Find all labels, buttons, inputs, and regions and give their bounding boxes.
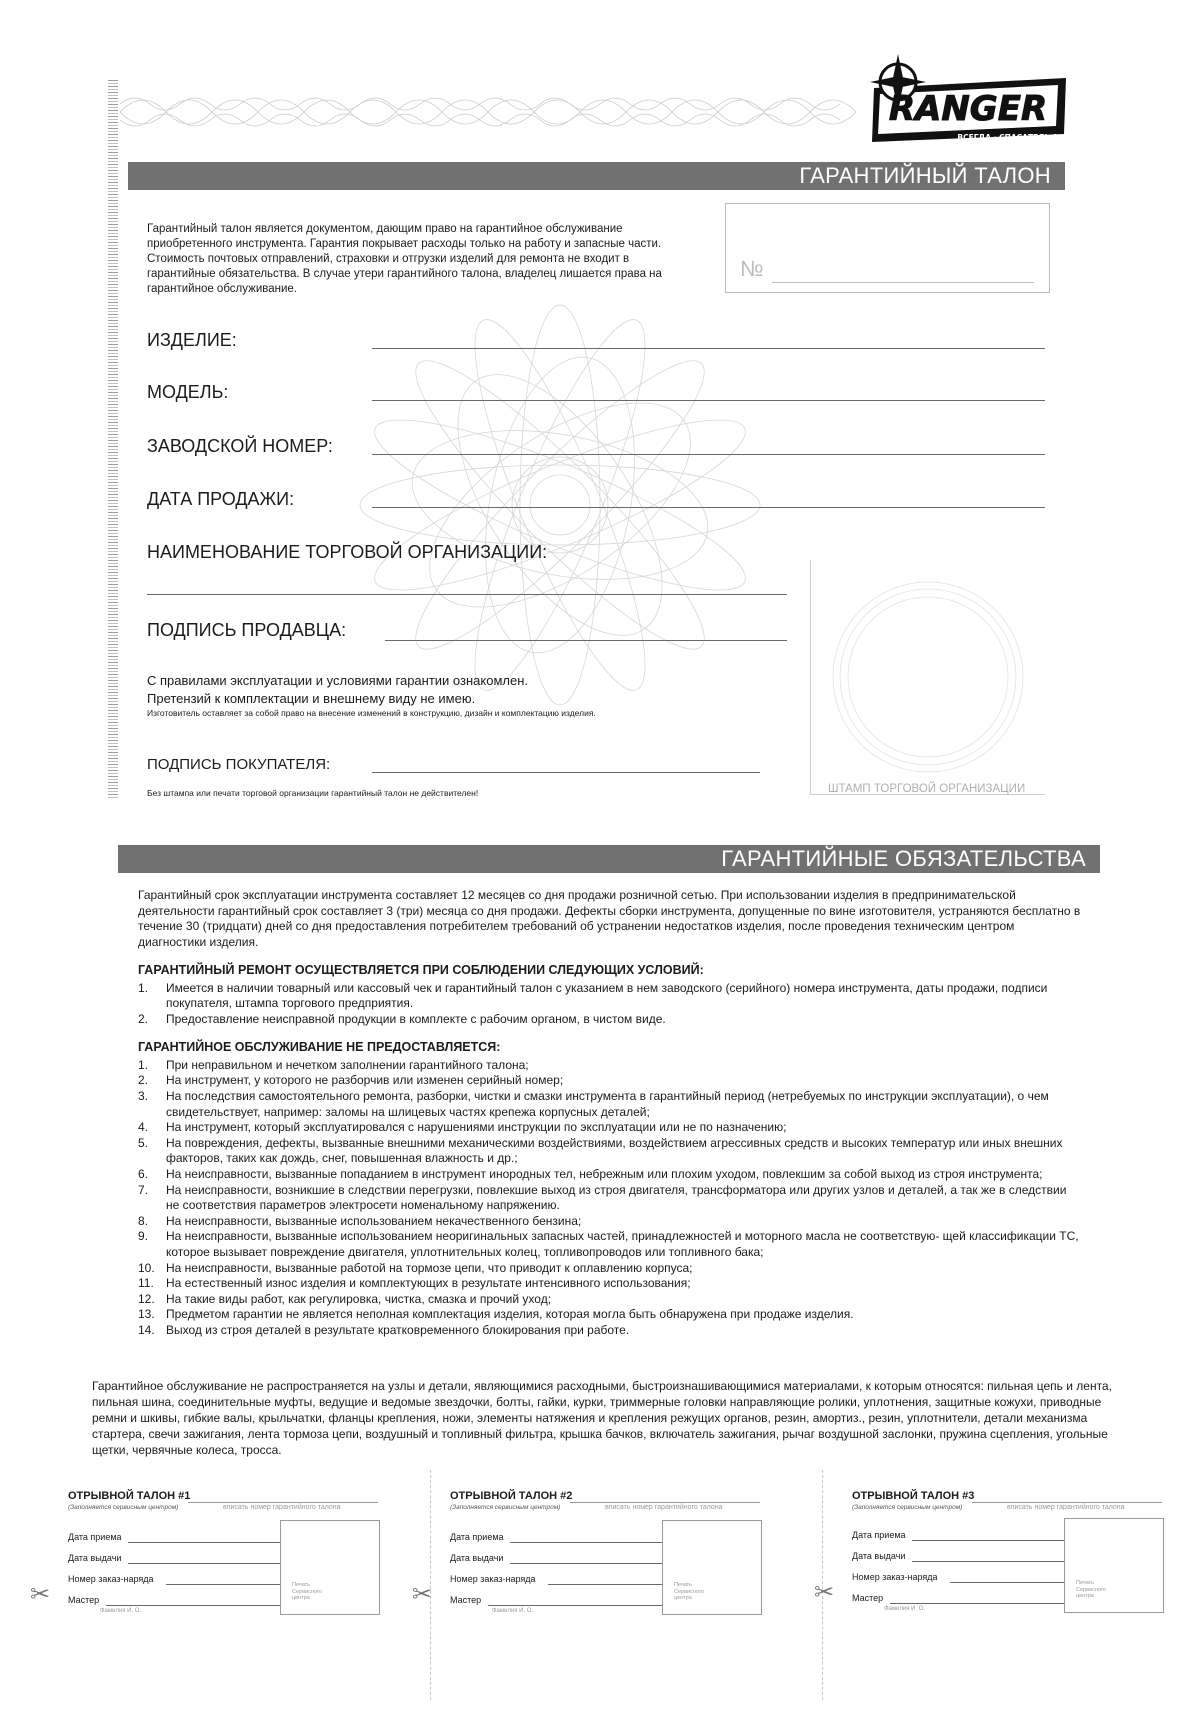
stub-subtitle: (Заполняется сервисным центром)	[68, 1504, 179, 1511]
stub-number-line[interactable]	[972, 1502, 1162, 1503]
tear-off-stub-1	[30, 1490, 388, 1720]
stub-master-label: Мастер	[68, 1595, 100, 1605]
stub-order-label: Номер заказ-наряда	[68, 1574, 154, 1584]
exclusion-item: 13. Предметом гарантии не является неполная комплектация изделия, которая могла быть обнаружена при продаже изделия.	[138, 1307, 854, 1322]
stub-order-line[interactable]	[166, 1584, 280, 1585]
stub-master-line[interactable]	[106, 1605, 280, 1606]
stub-order-line[interactable]	[548, 1584, 662, 1585]
stub-date-out-line[interactable]	[510, 1563, 662, 1564]
stub-number-line[interactable]	[188, 1502, 378, 1503]
stub-title: ОТРЫВНОЙ ТАЛОН #1	[68, 1490, 191, 1502]
consumables-paragraph: Гарантийное обслуживание не распространяется на узлы и детали, являющимися расходными, быстроизнашивающимися материалами, к которым относятся: пильная цепь и лента, пильная шина, соединительные муфты, ведущие и ведомые звездочки, болты, гайки, курки, триммерные головки направляющие ролики, уплотнения, защитные кожухи, приводные ремни и шкивы, гибкие валы, крыльчатки, фланцы крепления, ножи, элементы натяжения и крепления режущих органов, резин, амортиз., резин, уплотнители, детали механизма стартера, свечи зажигания, лента тормоза цепи, воздушный и топливный фильтра, крышка бачков, включатель зажигания, рычаг воздушной заслонки, пружина сцепления, угольные щетки, червячные колеса, тросса.	[92, 1379, 1112, 1457]
exclusion-item: 11. На естественный износ изделия и комплектующих в результате интенсивного использования;	[138, 1276, 691, 1291]
stub-order-label: Номер заказ-наряда	[450, 1574, 536, 1584]
stamp-label: ШТАМП ТОРГОВОЙ ОРГАНИЗАЦИИ	[828, 783, 1026, 795]
stamp-box	[810, 560, 1045, 795]
model-label: МОДЕЛЬ:	[147, 382, 229, 402]
scissors-icon: ✂	[814, 1579, 835, 1606]
stub-date-in-label: Дата приема	[450, 1532, 504, 1542]
obligations-title-bar: ГАРАНТИЙНЫЕ ОБЯЗАТЕЛЬСТВА	[118, 845, 1100, 873]
exclusions-heading: ГАРАНТИЙНОЕ ОБСЛУЖИВАНИЕ НЕ ПРЕДОСТАВЛЯЕТСЯ:	[138, 1040, 501, 1055]
stub-hint: вписать номер гарантийного талона	[223, 1504, 341, 1511]
warranty-card-title-bar: ГАРАНТИЙНЫЙ ТАЛОН	[128, 162, 1065, 190]
condition-item: 2. Предоставление неисправной продукции в комплекте с рабочим органом, в чистом виде.	[138, 1011, 666, 1026]
card-number-line[interactable]	[772, 282, 1034, 283]
exclusion-item: 4. На инструмент, который эксплуатировался с нарушениями инструкции по эксплуатации или не по назначению;	[138, 1120, 787, 1135]
stub-order-line[interactable]	[950, 1582, 1064, 1583]
exclusion-item: 8. На неисправности, вызванные использованием некачественного бензина;	[138, 1213, 582, 1228]
stub-subtitle: (Заполняется сервисным центром)	[450, 1504, 561, 1511]
stub-subtitle: (Заполняется сервисным центром)	[852, 1504, 963, 1511]
manufacturer-disclaimer: Изготовитель оставляет за собой право на внесение изменений в конструкцию, дизайн и комплектацию изделия.	[147, 708, 596, 718]
exclusion-item: 7. На неисправности, возникшие в следствии перегрузки, повлекшие выход из строя двигателя, трансформатора или других узлов и деталей, а так же в следствии не соответствия параметров электросети номенальному напряжению.	[138, 1182, 1067, 1213]
stub-master-label: Мастер	[450, 1595, 482, 1605]
exclusion-item: 10. На неисправности, вызванные работой на тормозе цепи, что приводит к оплавлению корпуса;	[138, 1260, 693, 1275]
exclusions-list	[138, 1058, 1083, 1339]
stub-number-line[interactable]	[570, 1502, 760, 1503]
ranger-logo	[868, 48, 1068, 144]
stub-stamp-label: Печать Сервисного центра	[292, 1582, 322, 1601]
stub-date-in-line[interactable]	[510, 1542, 662, 1543]
stub-date-out-line[interactable]	[128, 1563, 280, 1564]
brand-slogan: ВСЕГДА · СПАСАТЕЛЬ 1	[957, 133, 1058, 142]
exclusion-item: 5. На повреждения, дефекты, вызванные внешними механическими воздействиями, воздействием агрессивных средств и высоких температур или иных внешних факторов, таких как дождь, снег, повышенная влажность и др.;	[138, 1135, 1063, 1166]
stub-date-out-label: Дата выдачи	[450, 1553, 504, 1563]
card-number-label: №	[740, 256, 764, 281]
buyer-signature-line[interactable]	[372, 772, 760, 773]
sale-date-line[interactable]	[372, 507, 1045, 508]
exclusion-item: 12. На такие виды работ, как регулировка, чистка, смазка и прочий уход;	[138, 1291, 552, 1306]
brand-name: RANGER	[888, 89, 1048, 129]
obligations-section	[138, 888, 1083, 1338]
stub-stamp-label: Печать Сервисного центра	[674, 1582, 704, 1601]
stub-sign-hint: Фамилия И. О.	[492, 1608, 534, 1614]
exclusion-item: 1. При неправильном и нечетком заполнении гарантийного талона;	[138, 1057, 529, 1072]
exclusion-item: 9. На неисправности, вызванные использованием неоригинальных запасных частей, принадлежностей и моторного масла не соответствую- щей классификации ТС, которое вызывает повреждение двигателя, уплотнительных колец, топливопроводов или топливного бака;	[138, 1229, 1079, 1259]
buyer-signature-label: ПОДПИСЬ ПОКУПАТЕЛЯ:	[147, 756, 331, 773]
stub-hint: вписать номер гарантийного талона	[1007, 1504, 1125, 1511]
stub-date-in-label: Дата приема	[68, 1532, 122, 1542]
stub-date-in-line[interactable]	[128, 1542, 280, 1543]
scissors-icon: ✂	[412, 1581, 433, 1608]
sale-date-label: ДАТА ПРОДАЖИ:	[147, 489, 295, 509]
org-name-label: НАИМЕНОВАНИЕ ТОРГОВОЙ ОРГАНИЗАЦИИ:	[147, 542, 548, 562]
product-label: ИЗДЕЛИЕ:	[147, 330, 237, 350]
exclusion-item: 2. На инструмент, у которого не разборчив или изменен серийный номер;	[138, 1073, 564, 1088]
stub-master-line[interactable]	[488, 1605, 662, 1606]
stub-master-line[interactable]	[890, 1603, 1064, 1604]
conditions-list	[138, 981, 1083, 1028]
tear-off-stub-2	[412, 1490, 770, 1720]
guilloche-band	[120, 86, 865, 138]
agreement-line-2: Претензий к комплектации и внешнему виду не имею.	[147, 691, 476, 706]
stub-date-out-label: Дата выдачи	[68, 1553, 122, 1563]
stub-stamp-label: Печать Сервисного центра	[1076, 1580, 1106, 1599]
conditions-heading: ГАРАНТИЙНЫЙ РЕМОНТ ОСУЩЕСТВЛЯЕТСЯ ПРИ СОБЛЮДЕНИИ СЛЕДУЮЩИХ УСЛОВИЙ:	[138, 963, 704, 977]
stub-hint: вписать номер гарантийного талона	[605, 1504, 723, 1511]
model-line[interactable]	[372, 400, 1045, 401]
obligations-intro: Гарантийный срок эксплуатации инструмента составляет 12 месяцев со дня продажи розничной сетью. При использовании изделия в предпринимательской деятельности гарантийный срок составляет 3 (три) месяца со дня продажи. Дефекты сборки инструмента, допущенные по вине изготовителя, устраняются бесплатно в течение 30 (тридцати) дней со дня предоставления потребителем требований об устранении недостатков изделия, после проведения техническим центром диагностики изделия.	[138, 888, 1081, 949]
exclusion-item: 3. На последствия самостоятельного ремонта, разборки, чистки и смазки инструмента в гарантийный период (нетребуемых по инструкции эксплуатации), о чем свидетельствует, например: заломы на шлицевых частях крепежа корпусных деталей;	[138, 1088, 1049, 1119]
stub-date-in-line[interactable]	[912, 1540, 1064, 1541]
security-side-strip	[108, 80, 118, 800]
scissors-icon: ✂	[30, 1581, 51, 1608]
exclusion-item: 6. На неисправности, вызванные попаданием в инструмент инородных тел, небрежным или плохим уходом, повлекшим за собой выход из строя инструмента;	[138, 1166, 1043, 1181]
stub-date-out-line[interactable]	[912, 1561, 1064, 1562]
stub-order-label: Номер заказ-наряда	[852, 1572, 938, 1582]
org-name-line[interactable]	[147, 594, 787, 595]
stub-title: ОТРЫВНОЙ ТАЛОН #2	[450, 1490, 573, 1502]
no-stamp-note: Без штампа или печати торговой организации гарантийный талон не действителен!	[147, 788, 479, 798]
stub-title: ОТРЫВНОЙ ТАЛОН #3	[852, 1490, 975, 1502]
warranty-intro-text: Гарантийный талон является документом, дающим право на гарантийное обслуживание приобретенного инструмента. Гарантия покрывает расходы только на работу и запасные части. Стоимость почтовых отправлений, страховки и отгрузки изделий для ремонта не входит в гарантийные обязательства. В случае утери гарантийного талона, владелец лишается права на гарантийное обслуживание.	[147, 223, 662, 295]
stub-date-in-label: Дата приема	[852, 1530, 906, 1540]
exclusion-item: 14. Выход из строя деталей в результате кратковременного блокирования при работе.	[138, 1322, 630, 1337]
product-line[interactable]	[372, 348, 1045, 349]
serial-line[interactable]	[372, 454, 1045, 455]
tear-off-stub-3	[814, 1490, 1172, 1720]
seller-signature-label: ПОДПИСЬ ПРОДАВЦА:	[147, 620, 347, 640]
seller-signature-line[interactable]	[385, 640, 787, 641]
stub-sign-hint: Фамилия И. О.	[884, 1606, 926, 1612]
stub-date-out-label: Дата выдачи	[852, 1551, 906, 1561]
serial-label: ЗАВОДСКОЙ НОМЕР:	[147, 436, 333, 456]
stub-master-label: Мастер	[852, 1593, 884, 1603]
agreement-line-1: С правилами эксплуатации и условиями гарантии ознакомлен.	[147, 673, 528, 688]
condition-item: 1. Имеется в наличии товарный или кассовый чек и гарантийный талон с указанием в нем заводского (серийного) номера инструмента, даты продажи, подписи покупателя, штампа торгового предприятия.	[138, 980, 1048, 1011]
stub-sign-hint: Фамилия И. О.	[100, 1608, 142, 1614]
